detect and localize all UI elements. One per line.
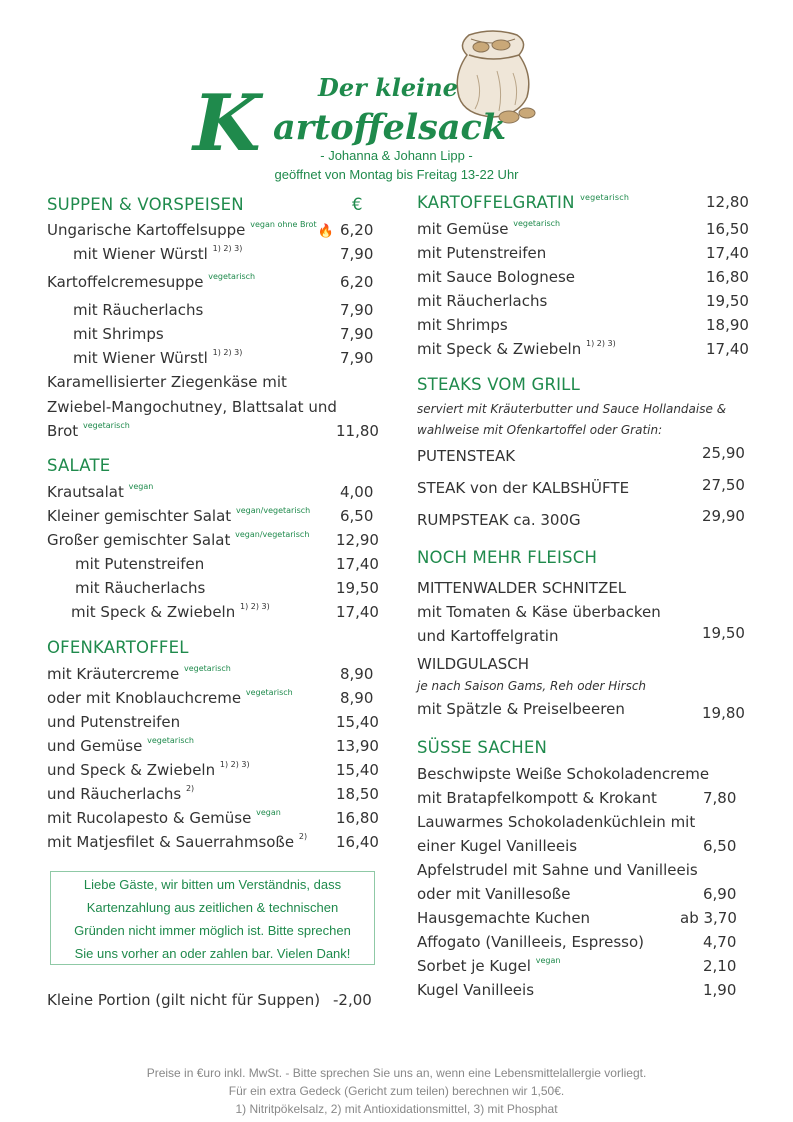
list-item: mit Shrimps [417, 316, 508, 334]
list-item: mit Spätzle & Preiselbeeren [417, 700, 625, 718]
item-price: 6,20 [340, 221, 374, 239]
item-price: 18,90 [706, 316, 749, 334]
notice-line: Sie uns vorher an oder zahlen bar. Vielen Dank! [74, 946, 351, 961]
item-price: 12,90 [336, 531, 379, 549]
logo-line1: Der kleine [318, 73, 458, 102]
notice-line: Kartenzahlung aus zeitlichen & technischen [86, 900, 339, 915]
item-price: 12,80 [706, 193, 749, 211]
item-price: 6,50 [340, 507, 374, 525]
owners: - Johanna & Johann Lipp - [320, 148, 473, 163]
list-item: RUMPSTEAK ca. 300G [417, 511, 581, 529]
item-price: 7,90 [340, 301, 374, 319]
list-item: mit Räucherlachs [75, 579, 206, 597]
item-price: 7,80 [703, 789, 737, 807]
section-title-suppen: SUPPEN & VORSPEISEN [47, 195, 244, 214]
logo-line2: artoffelsack [273, 107, 507, 148]
item-price: 16,80 [706, 268, 749, 286]
payment-notice [50, 871, 375, 965]
list-item: Kartoffelcremesuppe $^{vegetarisch}$ [47, 272, 256, 291]
list-item: mit Räucherlachs [417, 292, 548, 310]
list-item: STEAK von der KALBSHÜFTE [417, 479, 630, 497]
item-price: 1,90 [703, 981, 737, 999]
section-title-fleisch: NOCH MEHR FLEISCH [417, 548, 598, 567]
item-price: 25,90 [702, 444, 745, 462]
item-price: -2,00 [333, 991, 372, 1009]
list-item: mit Wiener Würstl $^{1) 2) 3)}$ [73, 348, 243, 367]
list-item: Zwiebel-Mangochutney, Blattsalat und [47, 398, 337, 416]
gulasch-description: je nach Saison Gams, Reh oder Hirsch [417, 679, 647, 693]
item-price: 7,90 [340, 325, 374, 343]
list-item: einer Kugel Vanilleeis [417, 837, 578, 855]
steak-description: wahlweise mit Ofenkartoffel oder Gratin: [417, 423, 663, 437]
list-item: mit Sauce Bolognese [417, 268, 576, 286]
kleine-portion: Kleine Portion (gilt nicht für Suppen) [47, 991, 321, 1009]
item-price: 13,90 [336, 737, 379, 755]
item-price: 8,90 [340, 689, 374, 707]
list-item: Kugel Vanilleeis [417, 981, 535, 999]
item-price: 15,40 [336, 761, 379, 779]
list-item: Brot $^{vegetarisch}$ [47, 421, 130, 440]
list-item: MITTENWALDER SCHNITZEL [417, 579, 627, 597]
list-item: mit Speck & Zwiebeln $^{1) 2) 3)}$ [71, 602, 270, 621]
item-price: 6,90 [703, 885, 737, 903]
list-item: oder mit Knoblauchcreme $^{vegetarisch}$ [47, 688, 293, 707]
item-price: 19,50 [702, 624, 745, 642]
list-item: Karamellisierter Ziegenkäse mit [47, 373, 287, 391]
list-item: Lauwarmes Schokoladenküchlein mit [417, 813, 696, 831]
item-price: 4,00 [340, 483, 374, 501]
item-price: 17,40 [336, 603, 379, 621]
item-price: 11,80 [336, 422, 379, 440]
list-item: Kleiner gemischter Salat $^{vegan/vegetarisch}$ [47, 506, 311, 525]
section-title-steaks: STEAKS VOM GRILL [417, 375, 580, 394]
section-title-salate: SALATE [47, 456, 111, 475]
section-title-suess: SÜSSE SACHEN [417, 738, 548, 757]
list-item: mit Putenstreifen [75, 555, 205, 573]
notice-line: Gründen nicht immer möglich ist. Bitte sprechen [74, 923, 351, 938]
item-price: 16,80 [336, 809, 379, 827]
notice-line: Liebe Gäste, wir bitten um Verständnis, dass [83, 877, 342, 892]
currency-symbol: € [352, 195, 363, 214]
item-price: 27,50 [702, 476, 745, 494]
item-price: 7,90 [340, 245, 374, 263]
list-item: Krautsalat $^{vegan}$ [47, 482, 154, 501]
list-item: Großer gemischter Salat $^{vegan/vegetarisch}$ [47, 530, 310, 549]
item-price: 17,40 [706, 244, 749, 262]
list-item: mit Speck & Zwiebeln $^{1) 2) 3)}$ [417, 339, 616, 358]
list-item: Sorbet je Kugel $^{vegan}$ [417, 956, 561, 975]
item-price: 19,80 [702, 704, 745, 722]
list-item: und Speck & Zwiebeln $^{1) 2) 3)}$ [47, 760, 250, 779]
logo-initial: K [193, 78, 261, 169]
list-item: mit Shrimps [73, 325, 164, 343]
list-item: Hausgemachte Kuchen [417, 909, 591, 927]
list-item: mit Gemüse $^{vegetarisch}$ [417, 219, 561, 238]
list-item: oder mit Vanillesoße [417, 885, 571, 903]
item-price: 18,50 [336, 785, 379, 803]
list-item: mit Tomaten & Käse überbacken [417, 603, 661, 621]
list-item: mit Räucherlachs [73, 301, 204, 319]
item-price: 19,50 [706, 292, 749, 310]
steak-description: serviert mit Kräuterbutter und Sauce Hollandaise & [417, 402, 727, 416]
list-item: Affogato (Vanilleeis, Espresso) [417, 933, 644, 951]
list-item: und Räucherlachs $^{2)}$ [47, 784, 195, 803]
item-price: 16,40 [336, 833, 379, 851]
section-title-gratin: KARTOFFELGRATIN $^{vegetarisch}$ [417, 192, 630, 212]
list-item: WILDGULASCH [417, 655, 530, 673]
list-item: und Putenstreifen [47, 713, 181, 731]
flame-icon: 🔥 [317, 224, 334, 239]
item-price: 29,90 [702, 507, 745, 525]
item-price: 7,90 [340, 349, 374, 367]
list-item: Ungarische Kartoffelsuppe $^{vegan ohne Brot}$🔥 [47, 220, 334, 239]
right-column [417, 0, 757, 1122]
item-price: 6,50 [703, 837, 737, 855]
item-price: 19,50 [336, 579, 379, 597]
footer-line: Für ein extra Gedeck (Gericht zum teilen) berechnen wir 1,50€. [228, 1084, 565, 1098]
opening-hours: geöffnet von Montag bis Freitag 13-22 Uhr [274, 167, 519, 182]
footer-line: 1) Nitritpökelsalz, 2) mit Antioxidationsmittel, 3) mit Phosphat [235, 1102, 558, 1116]
footer-line: Preise in €uro inkl. MwSt. - Bitte sprechen Sie uns an, wenn eine Lebensmittelallergie vorliegt. [146, 1066, 647, 1080]
list-item: mit Wiener Würstl $^{1) 2) 3)}$ [73, 244, 243, 263]
item-price: 4,70 [703, 933, 737, 951]
list-item: und Kartoffelgratin [417, 627, 559, 645]
list-item: mit Putenstreifen [417, 244, 547, 262]
item-price: 17,40 [336, 555, 379, 573]
list-item: PUTENSTEAK [417, 447, 516, 465]
list-item: mit Kräutercreme $^{vegetarisch}$ [47, 664, 231, 683]
list-item: mit Bratapfelkompott & Krokant [417, 789, 657, 807]
item-price: ab 3,70 [680, 909, 737, 927]
item-price: 17,40 [706, 340, 749, 358]
list-item: mit Matjesfilet & Sauerrahmsoße $^{2)}$ [47, 832, 308, 851]
item-price: 8,90 [340, 665, 374, 683]
item-price: 2,10 [703, 957, 737, 975]
list-item: Beschwipste Weiße Schokoladencreme [417, 765, 710, 783]
item-price: 15,40 [336, 713, 379, 731]
list-item: mit Rucolapesto & Gemüse $^{vegan}$ [47, 808, 281, 827]
list-item: Apfelstrudel mit Sahne und Vanilleeis [417, 861, 698, 879]
item-price: 16,50 [706, 220, 749, 238]
section-title-ofenkartoffel: OFENKARTOFFEL [47, 638, 189, 657]
item-price: 6,20 [340, 273, 374, 291]
list-item: und Gemüse $^{vegetarisch}$ [47, 736, 194, 755]
